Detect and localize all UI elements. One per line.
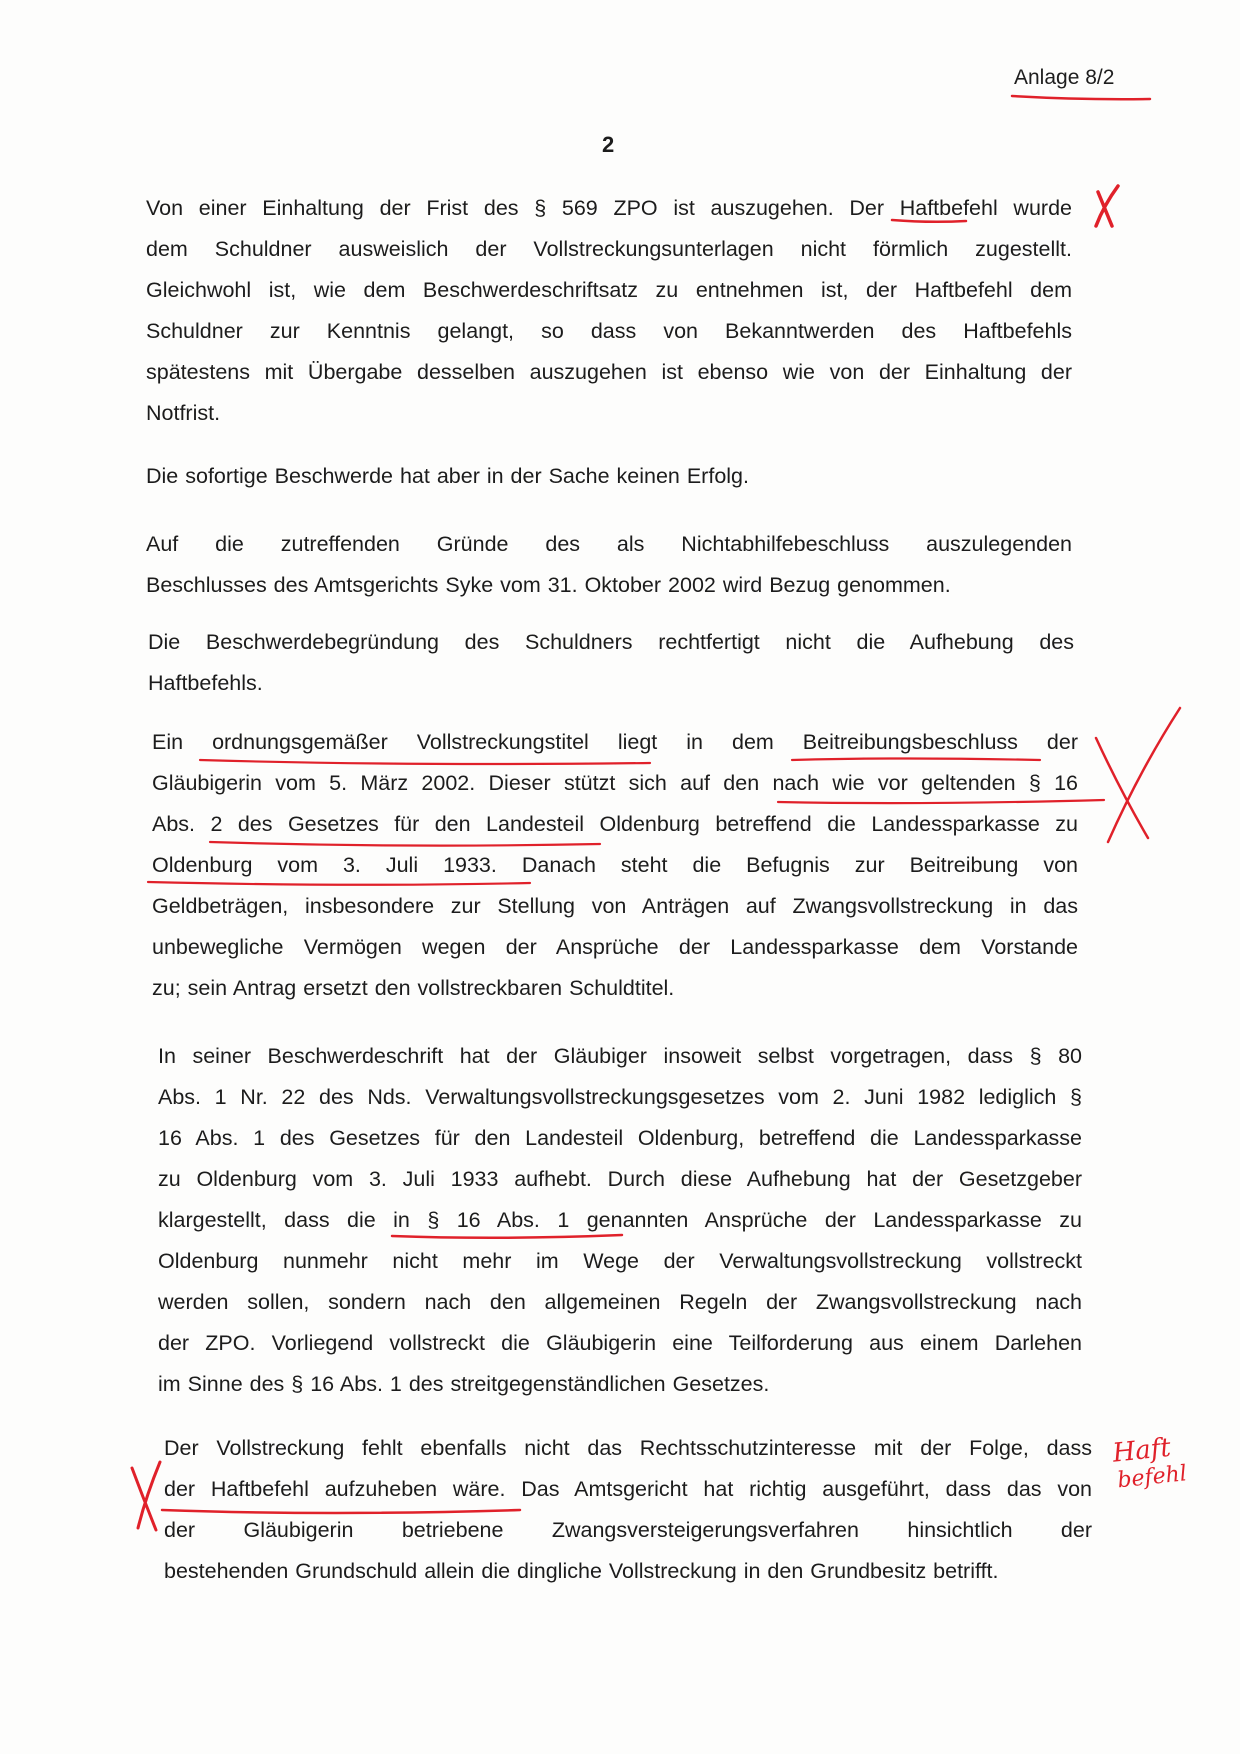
- paragraph-justification: [148, 622, 1074, 704]
- annex-underline-stroke: [1012, 96, 1150, 99]
- text-line: Die Beschwerdebegründung des Schuldners rechtfertigt nicht die Aufhebung des: [148, 630, 1074, 654]
- text-line: Schuldner zur Kenntnis gelangt, so dass von Bekanntwerden des Haftbefehls: [146, 319, 1072, 343]
- text-line: klargestellt, dass die in § 16 Abs. 1 genannten Ansprüche der Landessparkasse zu: [158, 1208, 1082, 1232]
- text-line: Oldenburg nunmehr nicht mehr im Wege der Verwaltungsvollstreckung vollstreckt: [158, 1249, 1082, 1273]
- margin-note-line: befehl: [1116, 1461, 1189, 1494]
- text-line: Gläubigerin vom 5. März 2002. Dieser stützt sich auf den nach wie vor geltenden § 16: [152, 771, 1078, 795]
- text-line: bestehenden Grundschuld allein die dingliche Vollstreckung in den Grundbesitz betrifft.: [164, 1559, 999, 1583]
- annex-label: Anlage 8/2: [1014, 66, 1115, 89]
- margin-note-line: Haft: [1111, 1432, 1173, 1469]
- text-line: Abs. 2 des Gesetzes für den Landesteil Oldenburg betreffend die Landessparkasse zu: [152, 812, 1078, 836]
- paragraph-complaint: [158, 1036, 1082, 1405]
- text-line: Geldbeträgen, insbesondere zur Stellung von Anträgen auf Zwangsvollstreckung in das: [152, 894, 1078, 918]
- text-line: Auf die zutreffenden Gründe des als Nichtabhilfebeschluss auszulegenden: [146, 532, 1072, 556]
- text-line: Gleichwohl ist, wie dem Beschwerdeschriftsatz zu entnehmen ist, der Haftbefehl dem: [146, 278, 1072, 302]
- text-line: dem Schuldner ausweislich der Vollstreckungsunterlagen nicht förmlich zugestellt.: [146, 237, 1072, 261]
- cross-mark-icon: [132, 1462, 160, 1530]
- paragraph-enforcement-title: [152, 722, 1078, 1009]
- text-line: zu Oldenburg vom 3. Juli 1933 aufhebt. Durch diese Aufhebung hat der Gesetzgeber: [158, 1167, 1082, 1191]
- text-line: Der Vollstreckung fehlt ebenfalls nicht das Rechtsschutzinteresse mit der Folge, dass: [164, 1436, 1092, 1460]
- text-line: im Sinne des § 16 Abs. 1 des streitgegenständlichen Gesetzes.: [158, 1372, 770, 1396]
- paragraph-reasons: [146, 524, 1072, 606]
- cross-mark-icon: [1096, 708, 1180, 842]
- text-line: der Gläubigerin betriebene Zwangsversteigerungsverfahren hinsichtlich der: [164, 1518, 1092, 1542]
- text-line: Haftbefehls.: [148, 671, 263, 695]
- text-line: In seiner Beschwerdeschrift hat der Gläubiger insoweit selbst vorgetragen, dass § 80: [158, 1044, 1082, 1068]
- text-line: werden sollen, sondern nach den allgemeinen Regeln der Zwangsvollstreckung nach: [158, 1290, 1082, 1314]
- page-number: 2: [602, 132, 615, 157]
- text-line: Notfrist.: [146, 401, 221, 425]
- text-line: 16 Abs. 1 des Gesetzes für den Landesteil Oldenburg, betreffend die Landessparkasse: [158, 1126, 1082, 1150]
- text-line: Oldenburg vom 3. Juli 1933. Danach steht die Befugnis zur Beitreibung von: [152, 853, 1078, 877]
- cross-mark-icon: [1096, 186, 1118, 226]
- text-line: Ein ordnungsgemäßer Vollstreckungstitel liegt in dem Beitreibungsbeschluss der: [152, 730, 1078, 754]
- paragraph-legal-interest: [164, 1428, 1092, 1592]
- text-line: der ZPO. Vorliegend vollstreckt die Gläubigerin eine Teilforderung aus einem Darlehen: [158, 1331, 1082, 1355]
- paragraph-deadline: [146, 188, 1072, 434]
- margin-note-handwritten: [1111, 1432, 1188, 1495]
- text-line: Die sofortige Beschwerde hat aber in der Sache keinen Erfolg.: [146, 464, 749, 488]
- text-line: der Haftbefehl aufzuheben wäre. Das Amtsgericht hat richtig ausgeführt, dass das von: [164, 1477, 1092, 1501]
- paragraph-no-success: [146, 456, 1072, 497]
- text-line: spätestens mit Übergabe desselben auszugehen ist ebenso wie von der Einhaltung der: [146, 360, 1072, 384]
- text-line: zu; sein Antrag ersetzt den vollstreckbaren Schuldtitel.: [152, 976, 675, 1000]
- text-line: Beschlusses des Amtsgerichts Syke vom 31. Oktober 2002 wird Bezug genommen.: [146, 573, 951, 597]
- text-line: unbewegliche Vermögen wegen der Ansprüche der Landessparkasse dem Vorstande: [152, 935, 1078, 959]
- text-line: Von einer Einhaltung der Frist des § 569 ZPO ist auszugehen. Der Haftbefehl wurde: [146, 196, 1072, 220]
- text-line: Abs. 1 Nr. 22 des Nds. Verwaltungsvollstreckungsgesetzes vom 2. Juni 1982 lediglich §: [158, 1085, 1082, 1109]
